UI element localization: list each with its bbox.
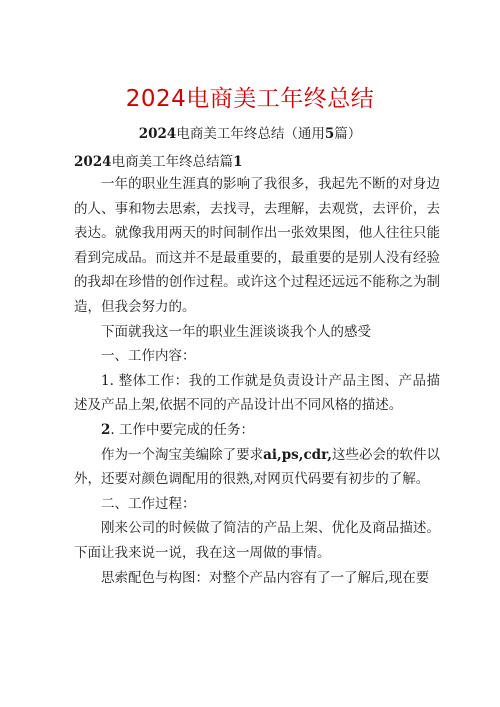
paragraph: 刚来公司的时候做了简洁的产品上架、优化及商品描述。下面让我来说一说，我在这一周做的事情。 — [74, 520, 440, 561]
software-list: ai,ps,cdr, — [263, 446, 332, 463]
document-body — [74, 172, 440, 590]
heading-text: 电商美工年终总结篇 — [111, 154, 234, 170]
heading-number: 1 — [233, 154, 243, 170]
paragraph: 1. 整体工作：我的工作就是负责设计产品主图、产品描述及产品上架,依据不同的产品设计出不同风格的描述。 — [74, 372, 440, 414]
subtitle-count: 5 — [324, 126, 335, 142]
subtitle-text: 电商美工年终总结（通用 — [176, 126, 325, 142]
subtitle-suffix: 篇） — [334, 126, 362, 142]
paragraph — [74, 443, 440, 492]
item-text: . 工作中要完成的任务： — [110, 421, 254, 438]
paragraph — [74, 418, 440, 443]
section-heading — [74, 150, 242, 170]
paragraph: 一、工作内容： — [101, 348, 196, 365]
para-text-post: 这些必会的软件以外，还要对颜色调配用的很熟,对网页代码要有初步的了解。 — [74, 446, 441, 488]
item-number: 2 — [101, 421, 111, 438]
paragraph: 思索配色与构图：对整个产品内容有了一了解后,现在要 — [101, 569, 430, 586]
paragraph: 二、工作过程： — [101, 495, 196, 512]
subtitle-year: 2024 — [138, 126, 177, 142]
document-subtitle — [0, 122, 500, 142]
para-text-pre: 作为一个淘宝美编除了要求 — [101, 446, 264, 463]
paragraph: 下面就我这一年的职业生涯谈谈我个人的感受 — [101, 323, 371, 340]
heading-year: 2024 — [74, 154, 112, 170]
document-title: 2024电商美工年终总结 — [125, 86, 375, 112]
paragraph: 一年的职业生涯真的影响了我很多，我起先不断的对身边的人、事和物去思索，去找寻，去理解，去观赏，去评价，去表达。就像我用两天的时间制作出一张效果图，他人往往只能看到完成品。而这并不是最重要的，最重要的是别人没有经验的我却在珍惜的创作过程。或许这个过程还远远不能称之为制造，但我会努力的。 — [74, 176, 440, 315]
